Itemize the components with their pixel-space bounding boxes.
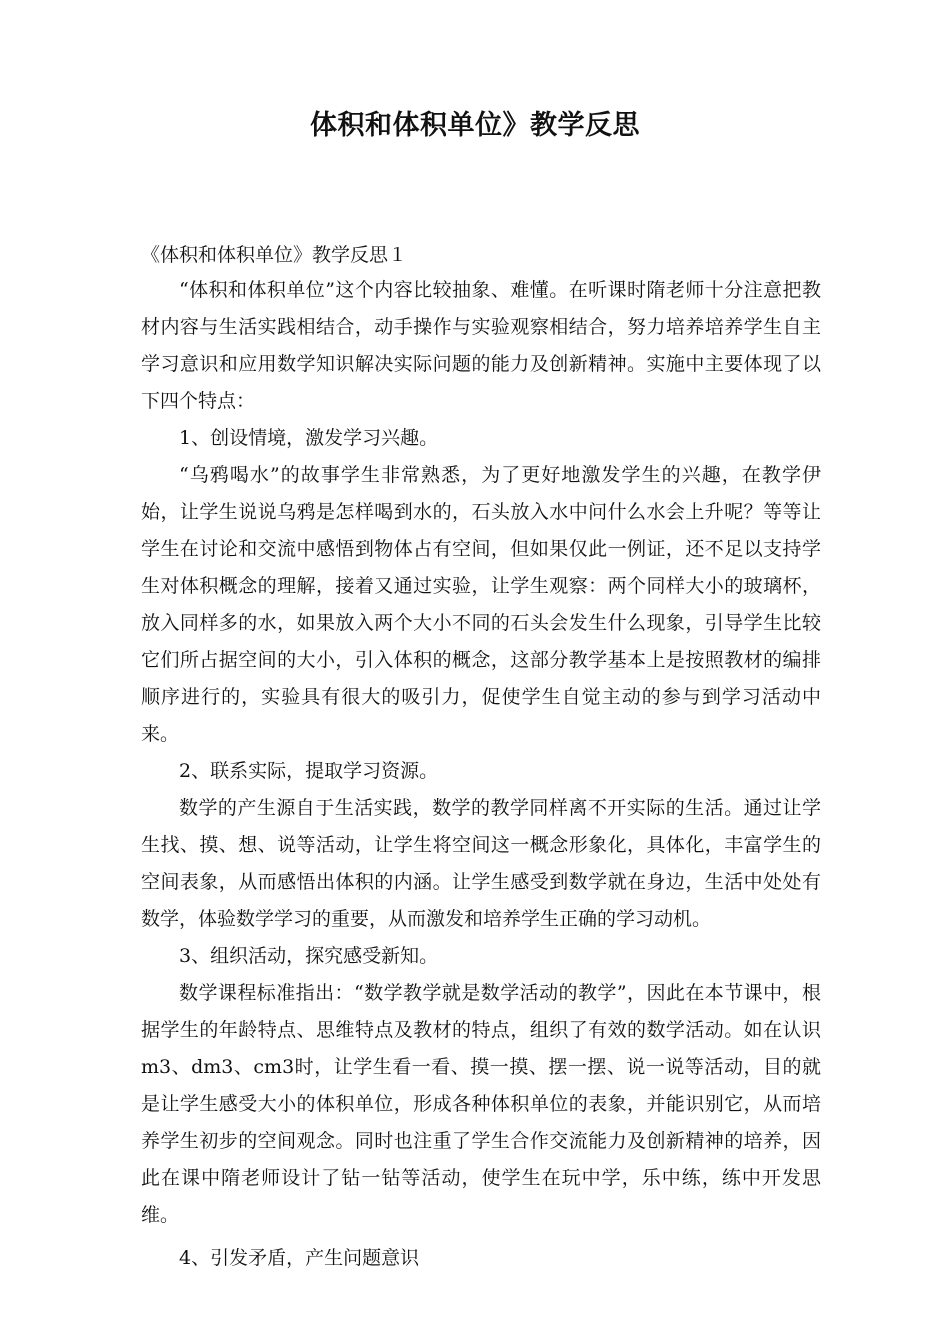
- section-heading-1: 1、创设情境，激发学习兴趣。: [179, 427, 439, 449]
- section-heading-4: 4、引发矛盾，产生问题意识: [179, 1247, 420, 1269]
- section-heading-3: 3、组织活动，探究感受新知。: [179, 945, 439, 967]
- section-body-2: 数学的产生源自于生活实践，数学的教学同样离不开实际的生活。通过让学生找、摸、想、说等活动，让学生将空间这一概念形象化，具体化，丰富学生的空间表象，从而感悟出体积的内涵。让学生感受到数学就在身边，生活中处处有数学，体验数学学习的重要，从而激发和培养学生正确的学习动机。: [141, 797, 821, 930]
- section-heading-2: 2、联系实际，提取学习资源。: [179, 760, 439, 782]
- document-body: [141, 238, 821, 1277]
- section-body-1: “乌鸦喝水”的故事学生非常熟悉，为了更好地激发学生的兴趣，在教学伊始，让学生说说乌鸦是怎样喝到水的，石头放入水中问什么水会上升呢？等等让学生在讨论和交流中感悟到物体占有空间，但如果仅此一例证，还不足以支持学生对体积概念的理解，接着又通过实验，让学生观察：两个同样大小的玻璃杯，放入同样多的水，如果放入两个大小不同的石头会发生什么现象，引导学生比较它们所占据空间的大小，引入体积的概念，这部分教学基本上是按照教材的编排顺序进行的，实验具有很大的吸引力，促使学生自觉主动的参与到学习活动中来。: [141, 464, 821, 745]
- intro-paragraph: “体积和体积单位”这个内容比较抽象、难懂。在听课时隋老师十分注意把教材内容与生活实践相结合，动手操作与实验观察相结合，努力培养培养学生自主学习意识和应用数学知识解决实际问题的能力及创新精神。实施中主要体现了以下四个特点：: [141, 279, 821, 412]
- section-body-3: 数学课程标准指出：“数学教学就是数学活动的教学”，因此在本节课中，根据学生的年龄特点、思维特点及教材的特点，组织了有效的数学活动。如在认识m3、dm3、cm3时，让学生看一看、摸一摸、摆一摆、说一说等活动，目的就是让学生感受大小的体积单位，形成各种体积单位的表象，并能识别它，从而培养学生初步的空间观念。同时也注重了学生合作交流能力及创新精神的培养，因此在课中隋老师设计了钻一钻等活动，使学生在玩中学，乐中练，练中开发思维。: [141, 982, 821, 1226]
- section-subtitle: 《体积和体积单位》教学反思１: [141, 244, 408, 266]
- document-title: 体积和体积单位》教学反思: [310, 110, 640, 141]
